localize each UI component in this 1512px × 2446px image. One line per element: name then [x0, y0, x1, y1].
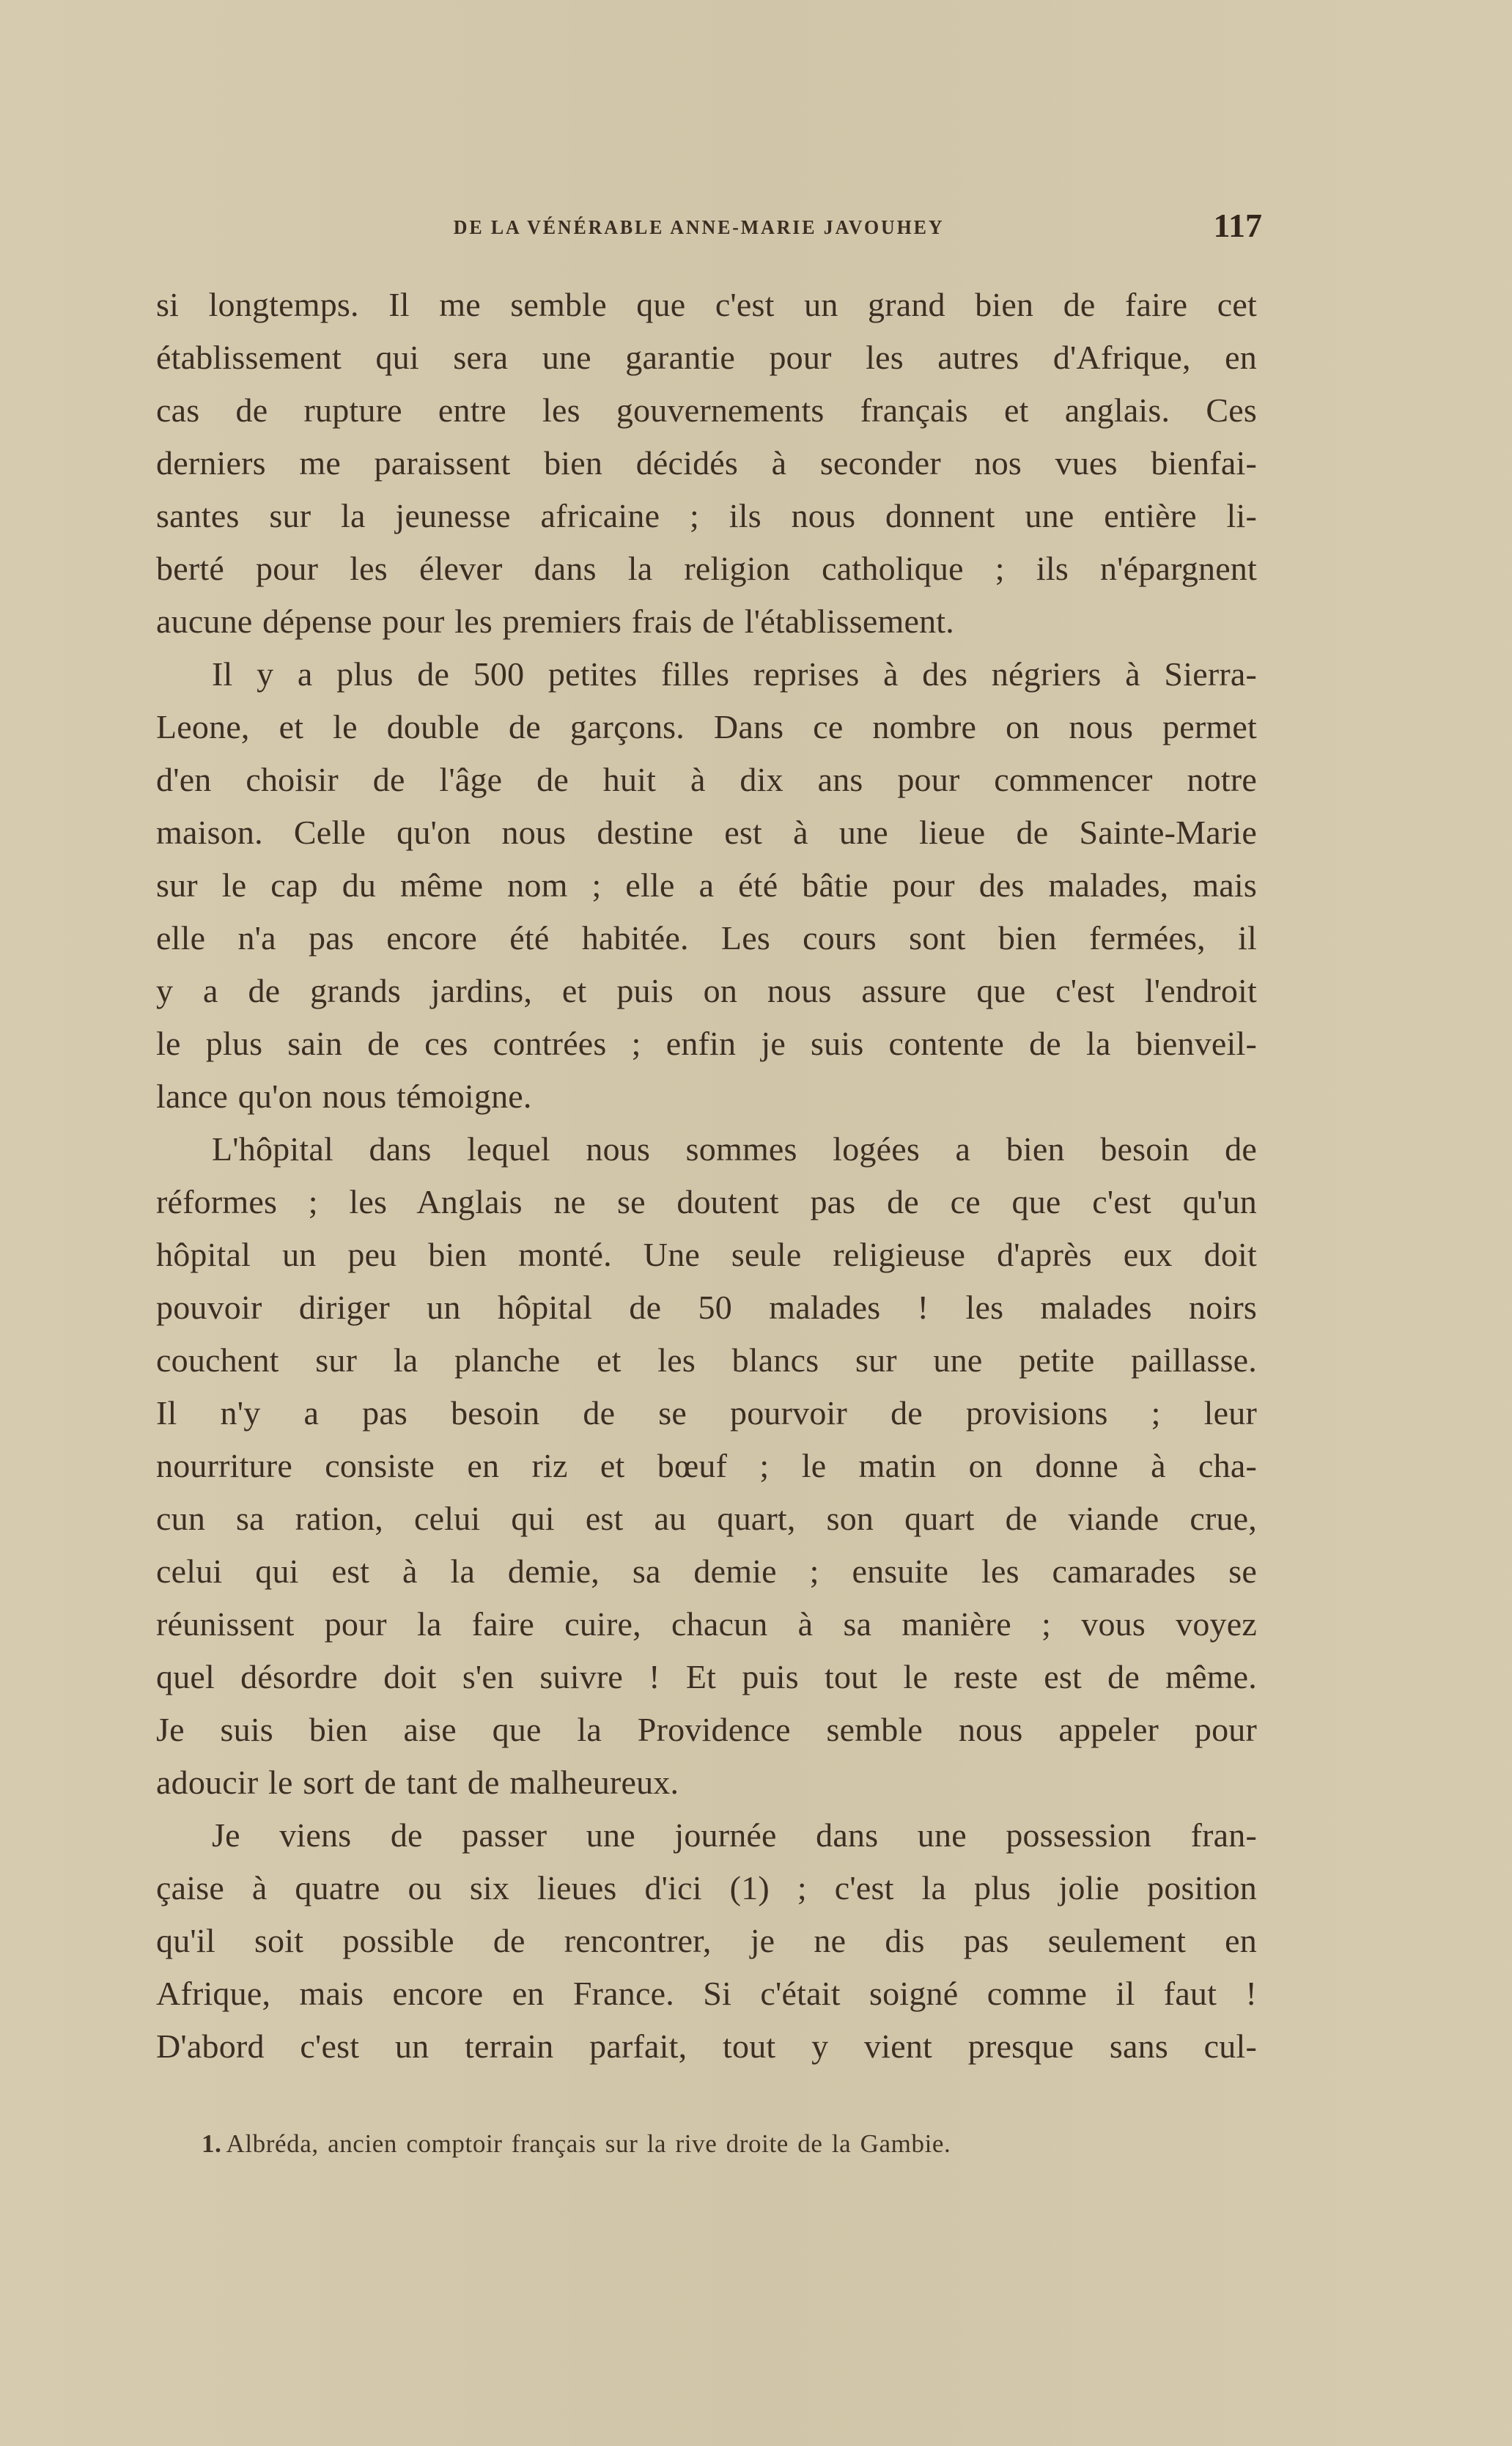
text-line: réformes ; les Anglais ne se doutent pas de ce que c'est qu'un: [156, 1183, 1257, 1220]
text-line: aucune dépense pour les premiers frais de l'établissement.: [156, 603, 954, 640]
text-line: hôpital un peu bien monté. Une seule religieuse d'après eux doit: [156, 1236, 1257, 1273]
body-text: [156, 279, 1257, 2073]
text-line: cas de rupture entre les gouvernements français et anglais. Ces: [156, 391, 1257, 429]
text-line: y a de grands jardins, et puis on nous assure que c'est l'endroit: [156, 972, 1257, 1009]
text-line: çaise à quatre ou six lieues d'ici (1) ; c'est la plus jolie position: [156, 1869, 1257, 1907]
text-line: qu'il soit possible de rencontrer, je ne dis pas seulement en: [156, 1922, 1257, 1959]
footnote-text: Albréda, ancien comptoir français sur la rive droite de la Gambie.: [226, 2129, 951, 2158]
text-line: lance qu'on nous témoigne.: [156, 1078, 532, 1115]
footnote: [202, 2126, 1242, 2162]
text-line: Afrique, mais encore en France. Si c'était soigné comme il faut !: [156, 1975, 1257, 2012]
page-number: 117: [1213, 207, 1262, 244]
text-line: quel désordre doit s'en suivre ! Et puis tout le reste est de même.: [156, 1658, 1257, 1695]
footnote-marker: 1.: [202, 2129, 222, 2158]
text-line: Je viens de passer une journée dans une possession fran-: [212, 1816, 1257, 1854]
text-line: Leone, et le double de garçons. Dans ce nombre on nous permet: [156, 708, 1257, 745]
text-line: maison. Celle qu'on nous destine est à une lieue de Sainte-Marie: [156, 814, 1257, 851]
text-line: couchent sur la planche et les blancs sur une petite paillasse.: [156, 1341, 1257, 1379]
text-line: si longtemps. Il me semble que c'est un grand bien de faire cet: [156, 286, 1257, 323]
text-line: Il n'y a pas besoin de se pourvoir de provisions ; leur: [156, 1394, 1257, 1432]
text-line: elle n'a pas encore été habitée. Les cours sont bien fermées, il: [156, 919, 1257, 957]
text-line: nourriture consiste en riz et bœuf ; le matin on donne à cha-: [156, 1447, 1257, 1484]
text-line: établissement qui sera une garantie pour les autres d'Afrique, en: [156, 339, 1257, 376]
running-head-title: DE LA VÉNÉRABLE ANNE-MARIE JAVOUHEY: [453, 216, 945, 238]
text-line: L'hôpital dans lequel nous sommes logées a bien besoin de: [212, 1130, 1257, 1168]
text-line: le plus sain de ces contrées ; enfin je suis contente de la bienveil-: [156, 1025, 1257, 1062]
text-line: cun sa ration, celui qui est au quart, son quart de viande crue,: [156, 1500, 1257, 1537]
text-line: derniers me paraissent bien décidés à seconder nos vues bienfai-: [156, 444, 1257, 482]
text-line: pouvoir diriger un hôpital de 50 malades ! les malades noirs: [156, 1289, 1257, 1326]
text-line: d'en choisir de l'âge de huit à dix ans pour commencer notre: [156, 761, 1257, 798]
text-line: réunissent pour la faire cuire, chacun à sa manière ; vous voyez: [156, 1605, 1257, 1643]
text-line: Il y a plus de 500 petites filles reprises à des négriers à Sierra-: [212, 655, 1257, 693]
text-line: Je suis bien aise que la Providence semble nous appeler pour: [156, 1711, 1257, 1748]
text-line: sur le cap du même nom ; elle a été bâtie pour des malades, mais: [156, 866, 1257, 904]
text-line: adoucir le sort de tant de malheureux.: [156, 1764, 679, 1801]
text-line: santes sur la jeunesse africaine ; ils nous donnent une entière li-: [156, 497, 1257, 534]
text-line: D'abord c'est un terrain parfait, tout y vient presque sans cul-: [156, 2027, 1257, 2065]
text-line: celui qui est à la demie, sa demie ; ensuite les camarades se: [156, 1552, 1257, 1590]
text-line: berté pour les élever dans la religion catholique ; ils n'épargnent: [156, 550, 1257, 587]
